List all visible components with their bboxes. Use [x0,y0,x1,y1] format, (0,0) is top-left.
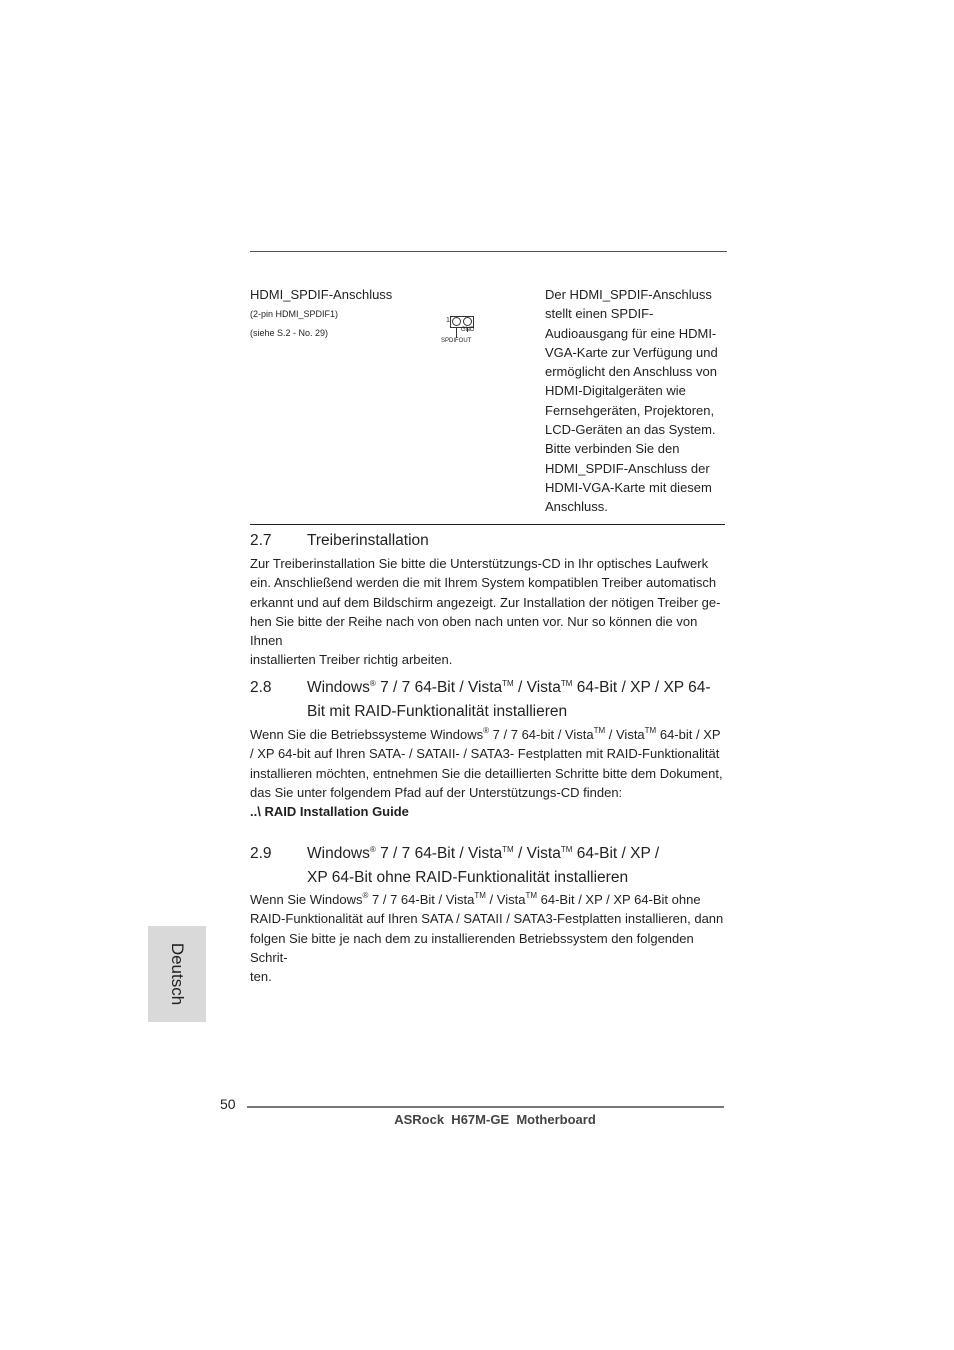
pin1-lead [456,328,457,338]
section-number: 2.7 [250,532,272,549]
language-tab-label: Deutsch [168,942,187,1006]
body-line: ein. Anschließend werden die mit Ihrem System kompatiblen Treiber automatisch [250,575,717,591]
section-2-7-body [250,554,730,670]
connector-diagram [440,314,484,348]
connector-pin-info: (2-pin HDMI_SPDIF1) [250,309,339,319]
body-line: ten. [250,969,272,985]
desc-line: Der HDMI_SPDIF-Anschluss [545,287,712,302]
body-line: hen Sie bitte der Reihe nach von oben nach unten vor. Nur so können die von Ihnen [250,613,698,649]
desc-line: Bitte verbinden Sie den [545,441,680,457]
body-line: / XP 64-bit auf Ihren SATA- / SATAII- / SATA3- Festplatten mit RAID-Funktionalität [250,746,720,762]
body-line: Wenn Sie Windows® 7 / 7 64-Bit / Vista™ / Vista™ 64-Bit / XP / XP 64-Bit ohne [250,891,701,907]
desc-line: LCD-Geräten an das System. [545,422,716,438]
top-rule [250,251,727,252]
section-title: Windows® 7 / 7 64-Bit / Vista™ / Vista™ 64-Bit / XP / XP 64- Bit mit RAID-Funktionalität installieren [307,679,711,720]
gnd-label: GND [461,327,475,333]
language-tab [148,926,206,1022]
body-line: installieren möchten, entnehmen Sie die detaillierten Schritte bitte dem Dokument, [250,765,723,781]
pin1 [452,317,461,326]
body-line: das Sie unter folgendem Pfad auf der Unterstützungs-CD finden: [250,784,623,800]
body-line: installierten Treiber richtig arbeiten. [250,652,453,668]
section-number: 2.9 [250,845,272,862]
page-number: 50 [220,1096,236,1112]
connector-description [545,285,727,517]
section-number: 2.8 [250,679,272,696]
section-title: Treiberinstallation [307,532,429,549]
desc-line: Anschluss. [545,499,608,515]
body-line: Wenn Sie die Betriebssysteme Windows® 7 / 7 64-bit / Vista™ / Vista™ 64-bit / XP [250,726,721,742]
pin2 [463,317,472,326]
section-2-8-body [250,725,730,821]
table-bottom-rule [250,524,725,525]
connector-name: HDMI_SPDIF-Anschluss [250,287,393,302]
spdifout-label: SPDIFOUT [441,338,472,344]
pin1-label: 1 [446,317,450,324]
connector-page-ref: (siehe S.2 - No. 29) [250,328,329,338]
body-line: RAID-Funktionalität auf Ihren SATA / SATAII / SATA3-Festplatten installieren, dann [250,911,724,927]
desc-line: VGA-Karte zur Verfügung und [545,344,718,360]
body-line: erkannt und auf dem Bildschirm angezeigt. Zur Installation der nötigen Treiber ge- [250,594,721,610]
section-2-9-body [250,890,730,986]
body-line: folgen Sie bitte je nach dem zu installierenden Betriebssystem den folgenden Schrit- [250,930,694,965]
desc-line: HDMI-Digitalgeräten wie [545,383,686,399]
section-heading-2-9 [250,842,727,890]
desc-line: Fernsehgeräten, Projektoren, [545,402,715,418]
section-heading-2-7 [250,529,727,553]
desc-line: ermöglicht den Anschluss von [545,364,717,380]
product-name: ASRock H67M-GE Motherboard [394,1112,596,1127]
desc-line: Audioausgang für eine HDMI- [545,325,717,341]
desc-line: HDMI_SPDIF-Anschluss der [545,460,710,476]
raid-guide-path: ..\ RAID Installation Guide [250,804,409,820]
footer-rule [247,1106,724,1108]
desc-line: stellt einen SPDIF- [545,306,654,322]
desc-line: HDMI-VGA-Karte mit diesem [545,479,712,495]
section-heading-2-8 [250,676,727,724]
body-line: Zur Treiberinstallation Sie bitte die Unterstützungs-CD in Ihr optisches Laufwerk [250,556,709,571]
section-title: Windows® 7 / 7 64-Bit / Vista™ / Vista™ 64-Bit / XP / XP 64-Bit ohne RAID-Funktionalität installieren [307,845,660,886]
